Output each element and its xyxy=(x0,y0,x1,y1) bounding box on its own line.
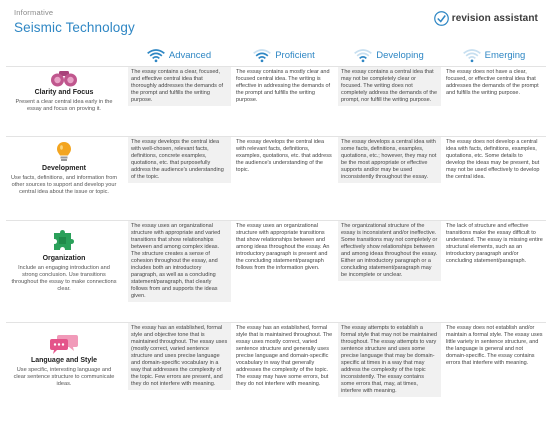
cell-developing: The essay attempts to establish a formal style that may not be maintained throughout. The essay attempts to vary sentence structure and uses some precise language that may be domain-specific at times in a way that may address the complexity of the topic inconsistently. The essay contains some errors that, may, at times, interfere with meaning. xyxy=(338,323,441,397)
level-label: Proficient xyxy=(275,49,315,61)
cell-emerging: The essay does not have a clear, focused, or effective central idea that addresses the demands of the prompt and fulfills the writing purpose. xyxy=(446,69,539,96)
speech-bubbles-icon xyxy=(49,333,79,355)
trait-description: Include an engaging introduction and strong conclusion. Use transitions throughout the essay to make connections clear. xyxy=(11,265,117,292)
cell-proficient: The essay contains a mostly clear and focused central idea. The writing is effective in addressing the demands of the prompt and fulfills the writing purpose. xyxy=(236,69,331,103)
binoculars-icon xyxy=(50,69,78,87)
cell-advanced: The essay has an established, formal style and objective tone that is maintained throughout. The essay uses (mostly correct, varied sentence structure and uses precise language and domain-specific vocabulary in a way that addresses the complexity of the topic. Few errors are present, and they do not interfere with meaning. xyxy=(128,323,231,390)
cell-developing: The essay develops a central idea with some facts, definitions, examples, quotations, etc.; however, they may not be the most appropriate or effective supports and/or may be used inconsistently throughout the essay. xyxy=(338,137,441,183)
trait-name: Clarity and Focus xyxy=(34,89,94,96)
cell-emerging: The essay does not develop a central idea with facts, definitions, examples, quotations, etc. Some details to develop the ideas may be present, but may not be used effectively to develop the central idea. xyxy=(446,139,540,180)
cell-advanced: The essay contains a clear, focused, and effective central idea that thoroughly addresses the demands of the prompt and fulfills the writing purpose. xyxy=(128,67,231,106)
trait-organization xyxy=(6,229,122,293)
level-label: Advanced xyxy=(168,49,212,61)
level-label: Developing xyxy=(376,49,424,61)
cell-emerging: The lack of structure and effective transitions make the essay difficult to understand. The essay is missing entire structural elements, such as an introductory paragraph and/or concluding statement/paragraph. xyxy=(446,223,543,264)
level-emerging xyxy=(441,44,546,66)
level-header xyxy=(126,44,546,66)
level-proficient xyxy=(231,44,336,66)
cell-proficient: The essay uses an organizational structure with appropriate transitions that show relationships between and among ideas throughout the essay. An introductory paragraph is present and the concluding statement/paragraph follows from the information given. xyxy=(236,223,330,271)
trait-name: Language and Style xyxy=(30,357,98,364)
trait-clarity xyxy=(6,69,122,113)
trait-language xyxy=(6,333,122,388)
level-developing xyxy=(336,44,441,66)
cell-emerging: The essay does not establish and/or maintain a formal style. The essay uses little variety in sentence structure, and the language is general and not domain-specific. The essay contains errors that interfere with meaning. xyxy=(446,325,543,366)
signal-3-bars-icon xyxy=(252,47,272,63)
signal-2-bars-icon xyxy=(353,47,373,63)
rubric-row-language xyxy=(6,322,546,422)
revision-assistant-logo-icon xyxy=(434,11,449,26)
cell-developing: The organizational structure of the essay is inconsistent and/or ineffective. Some transitions may not completely or effectively show relationships between and among ideas throughout the essay. Either an introductory paragraph or a concluding statement/paragraph may be incomplete or unclear. xyxy=(338,221,441,281)
rubric-subtitle: Informative xyxy=(14,8,54,17)
brand-logo xyxy=(434,11,538,26)
trait-description: Present a clear central idea early in the essay and focus on proving it. xyxy=(15,99,113,112)
trait-description: Use specific, interesting language and clear sentence structure to communicate ideas. xyxy=(13,367,115,387)
signal-1-bar-icon xyxy=(462,47,482,63)
rubric-row-organization xyxy=(6,220,546,318)
lightbulb-icon xyxy=(56,141,72,163)
level-label: Emerging xyxy=(484,49,526,61)
level-advanced xyxy=(126,44,231,66)
cell-advanced: The essay uses an organizational structure with appropriate and varied transitions that show relationships between and among complex ideas. The structure creates a sense of cohesion throughout the essay, and includes both an introductory paragraph, as well as a concluding statement/paragraph, that clearly follows from and supports the ideas given. xyxy=(128,221,231,302)
puzzle-icon xyxy=(51,229,77,253)
brand-name: revision assistant xyxy=(451,13,538,24)
signal-4-bars-icon xyxy=(146,47,166,63)
trait-name: Development xyxy=(42,165,86,172)
cell-proficient: The essay has an established, formal style that is maintained throughout. The essay uses mostly correct, varied sentence structure and generally uses precise language and domain-specific vocabulary in way that generally addresses the complexity of the topic. The essay may have some errors, but they do not interfere with meaning. xyxy=(236,325,333,387)
rubric-row-clarity xyxy=(6,66,546,132)
trait-name: Organization xyxy=(42,255,86,262)
rubric-row-development xyxy=(6,136,546,216)
trait-development xyxy=(6,141,122,196)
cell-developing: The essay contains a central idea that may not be completely clear or focused. The writing does not completely address the demands of the prompt, nor fulfill the writing purpose. xyxy=(338,67,441,106)
trait-description: Use facts, definitions, and information from other sources to support and develop your central idea about the issue or topic. xyxy=(10,175,118,195)
cell-advanced: The essay develops the central idea with well-chosen, relevant facts, definitions, concrete examples, quotations, etc. that purposefully address the audience's understanding of the topic. xyxy=(128,137,231,183)
cell-proficient: The essay develops the central idea with relevant facts, definitions, examples, quotations, etc. that address the audience's understanding of the topic. xyxy=(236,139,332,173)
page-title: Seismic Technology xyxy=(14,20,135,35)
